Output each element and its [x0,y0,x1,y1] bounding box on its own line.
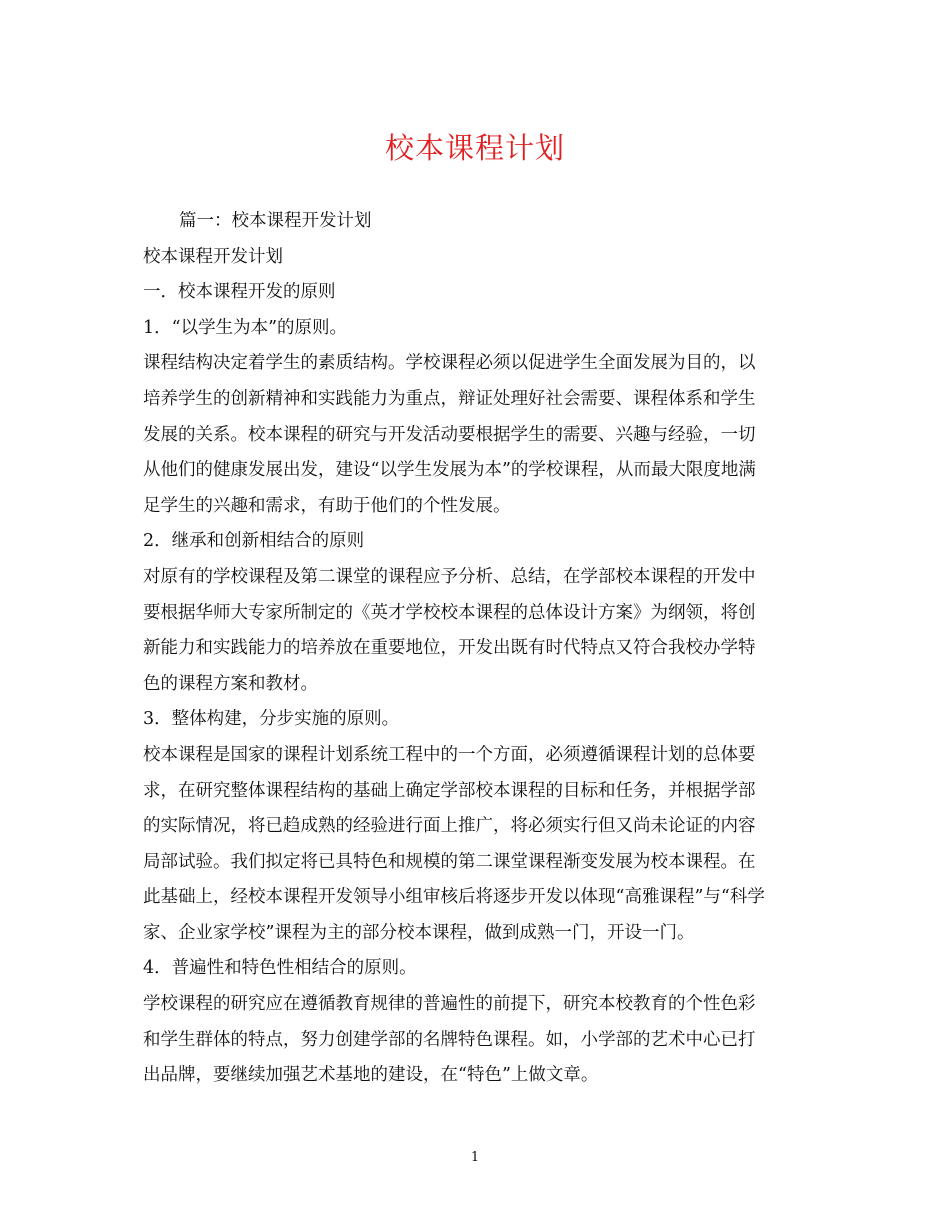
body-line: 从他们的健康发展出发，建设“以学生发展为本”的学校课程，从而最大限度地满 [143,460,756,481]
document-body [143,204,803,1094]
body-line: 培养学生的创新精神和实践能力为重点，辩证处理好社会需要、课程体系和学生 [143,388,756,409]
principle-heading: 1．“以学生为本”的原则。 [143,317,348,338]
body-line: 和学生群体的特点，努力创建学部的名牌特色课程。如，小学部的艺术中心已打 [143,1029,756,1050]
body-line: 足学生的兴趣和需求，有助于他们的个性发展。 [143,495,511,516]
section-heading: 篇一：校本课程开发计划 [179,211,372,231]
body-line: 课程结构决定着学生的素质结构。学校课程必须以促进学生全面发展为目的，以 [143,353,756,374]
body-line: 家、企业家学校”课程为主的部分校本课程，做到成熟一门，开设一门。 [143,922,695,943]
principle-heading: 4．普遍性和特色性相结合的原则。 [143,958,417,979]
body-line: 新能力和实践能力的培养放在重要地位，开发出既有时代特点又符合我校办学特 [143,638,756,659]
principle-heading: 2．继承和创新相结合的原则 [143,531,365,552]
body-line: 求，在研究整体课程结构的基础上确定学部校本课程的目标和任务，并根据学部 [143,780,756,801]
body-line: 的实际情况，将已趋成熟的经验进行面上推广，将必须实行但又尚未论证的内容 [143,816,756,837]
body-line: 局部试验。我们拟定将已具特色和规模的第二课堂课程渐变发展为校本课程。在 [143,851,756,872]
body-line: 学校课程的研究应在遵循教育规律的普遍性的前提下，研究本校教育的个性色彩 [143,994,756,1015]
heading-line: 一．校本课程开发的原则 [143,282,336,303]
body-line: 发展的关系。校本课程的研究与开发活动要根据学生的需要、兴趣与经验，一切 [143,424,756,445]
body-line: 校本课程是国家的课程计划系统工程中的一个方面，必须遵循课程计划的总体要 [143,744,756,765]
document-title: 校本课程计划 [384,131,565,165]
body-line: 要根据华师大专家所制定的《英才学校校本课程的总体设计方案》为纲领，将创 [143,602,756,623]
subtitle-line: 校本课程开发计划 [143,246,283,267]
body-line: 出品牌，要继续加强艺术基地的建设，在“特色”上做文章。 [143,1065,599,1086]
page-number: 1 [470,1150,480,1165]
body-line: 对原有的学校课程及第二课堂的课程应予分析、总结，在学部校本课程的开发中 [143,566,756,587]
body-line: 此基础上，经校本课程开发领导小组审核后将逐步开发以体现“高雅课程”与“科学 [143,887,765,908]
principle-heading: 3．整体构建，分步实施的原则。 [143,709,400,730]
body-line: 色的课程方案和教材。 [143,673,318,694]
